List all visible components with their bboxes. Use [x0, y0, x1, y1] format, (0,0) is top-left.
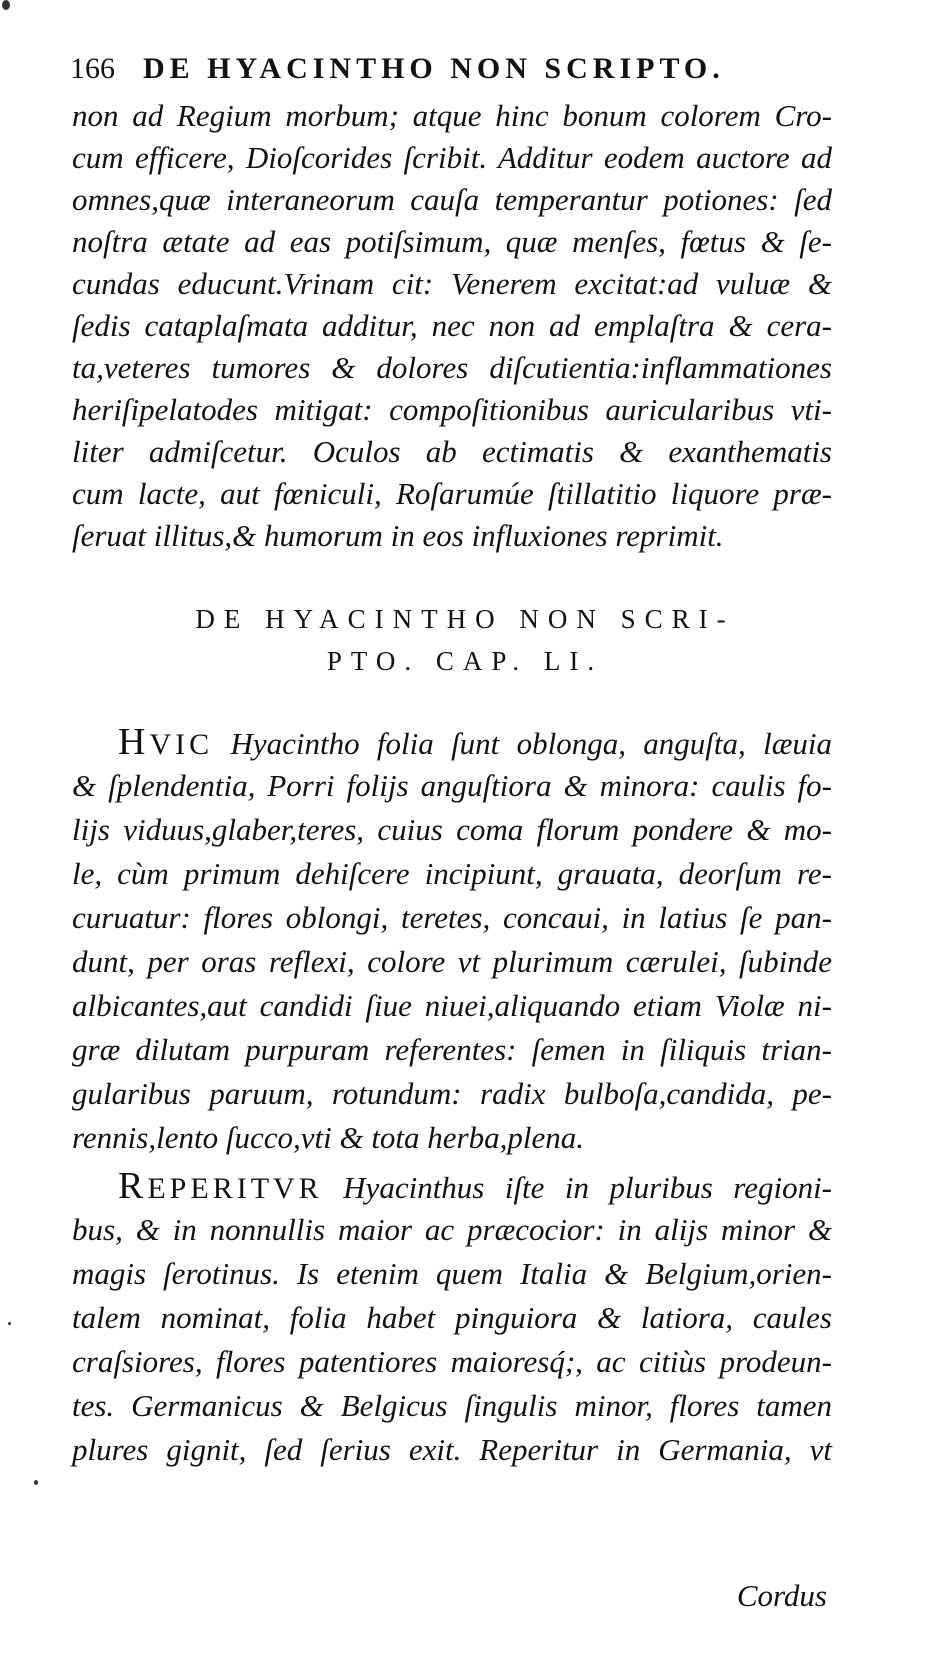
text-line: omnes,quæ interaneorum cauſa temperantur potiones: ſed [72, 182, 832, 217]
text-line: ta,veteres tumores & dolores diſcutientia:inflammationes [72, 350, 832, 385]
lead-initial: R [118, 1165, 148, 1207]
text-line: & ſplendentia, Porri folijs anguſtiora & minora: caulis fo- [72, 768, 832, 803]
lead-initial: H [118, 721, 150, 763]
lead-word [118, 1165, 323, 1207]
text-line: magis ſerotinus. Is etenim quem Italia & Belgium,orien- [72, 1256, 832, 1291]
lead-line-rest: Hyacintho folia ſunt oblonga, anguſta, læuia [230, 726, 833, 761]
chapter-heading-line-1: DE HYACINTHO NON SCRI- [195, 604, 735, 634]
chapter-heading-line-2: PTO. CAP. LI. [326, 646, 604, 676]
text-line: heriſipelatodes mitigat: compoſitionibus auricularibus vti- [72, 392, 832, 427]
lead-small-caps: EPERITVR [147, 1172, 323, 1205]
text-line-lead [118, 722, 832, 765]
text-line: dunt, per oras reflexi, colore vt plurimum cærulei, ſubinde [72, 944, 832, 979]
running-head [70, 52, 830, 102]
lead-line-rest: Hyacinthus iſte in pluribus regioni- [343, 1170, 833, 1205]
text-line: non ad Regium morbum; atque hinc bonum colorem Cro- [72, 98, 832, 133]
text-line: noſtra ætate ad eas potiſsimum, quæ menſes, fœtus & ſe- [72, 224, 832, 259]
text-line: le, cùm primum dehiſcere incipiunt, grauata, deorſum re- [72, 856, 832, 891]
text-line: curuatur: flores oblongi, teretes, concaui, in latius ſe pan- [72, 900, 832, 935]
text-line: tes. Germanicus & Belgicus ſingulis minor, flores tamen [72, 1388, 832, 1423]
page-number: 166 [70, 52, 115, 85]
text-line: craſsiores, flores patentiores maioresq́;, ac citiùs prodeun- [72, 1344, 832, 1379]
text-line: albicantes,aut candidi ſiue niuei,aliquando etiam Violæ ni- [72, 988, 832, 1023]
ink-speck [2, 0, 10, 10]
text-line: bus, & in nonnullis maior ac præcocior: in alijs minor & [72, 1212, 832, 1247]
ink-speck [34, 1480, 38, 1485]
text-line: lijs viduus,glaber,teres, cuius coma florum pondere & mo- [72, 812, 832, 847]
catchword: Cordus [736, 1578, 827, 1613]
lead-small-caps: VIC [149, 728, 214, 761]
text-line-lead [118, 1166, 832, 1209]
text-line: ſedis cataplaſmata additur, nec non ad emplaſtra & cera- [72, 308, 832, 343]
text-line: gularibus paruum, rotundum: radix bulboſa,candida, pe- [72, 1076, 832, 1111]
running-title: DE HYACINTHO NON SCRIPTO. [143, 52, 725, 85]
text-line: ſeruat illitus,& humorum in eos influxiones reprimit. [72, 518, 724, 553]
text-line: cum lacte, aut fœniculi, Roſarumúe ſtillatitio liquore præ- [72, 476, 832, 511]
text-line: plures gignit, ſed ſerius exit. Reperitur in Germania, vt [72, 1432, 832, 1467]
text-line: græ dilutam purpuram referentes: ſemen in ſiliquis trian- [72, 1032, 832, 1067]
text-line: cundas educunt.Vrinam cit: Venerem excitat:ad vuluæ & [72, 266, 832, 301]
text-line: rennis,lento ſucco,vti & tota herba,plena. [72, 1120, 584, 1155]
text-line: cum efficere, Dioſcorides ſcribit. Additur eodem auctore ad [72, 140, 832, 175]
lead-word [118, 721, 214, 763]
ink-speck [8, 1322, 11, 1325]
text-line: talem nominat, folia habet pinguiora & latiora, caules [72, 1300, 832, 1335]
text-line: liter admiſcetur. Oculos ab ectimatis & exanthematis [72, 434, 832, 469]
